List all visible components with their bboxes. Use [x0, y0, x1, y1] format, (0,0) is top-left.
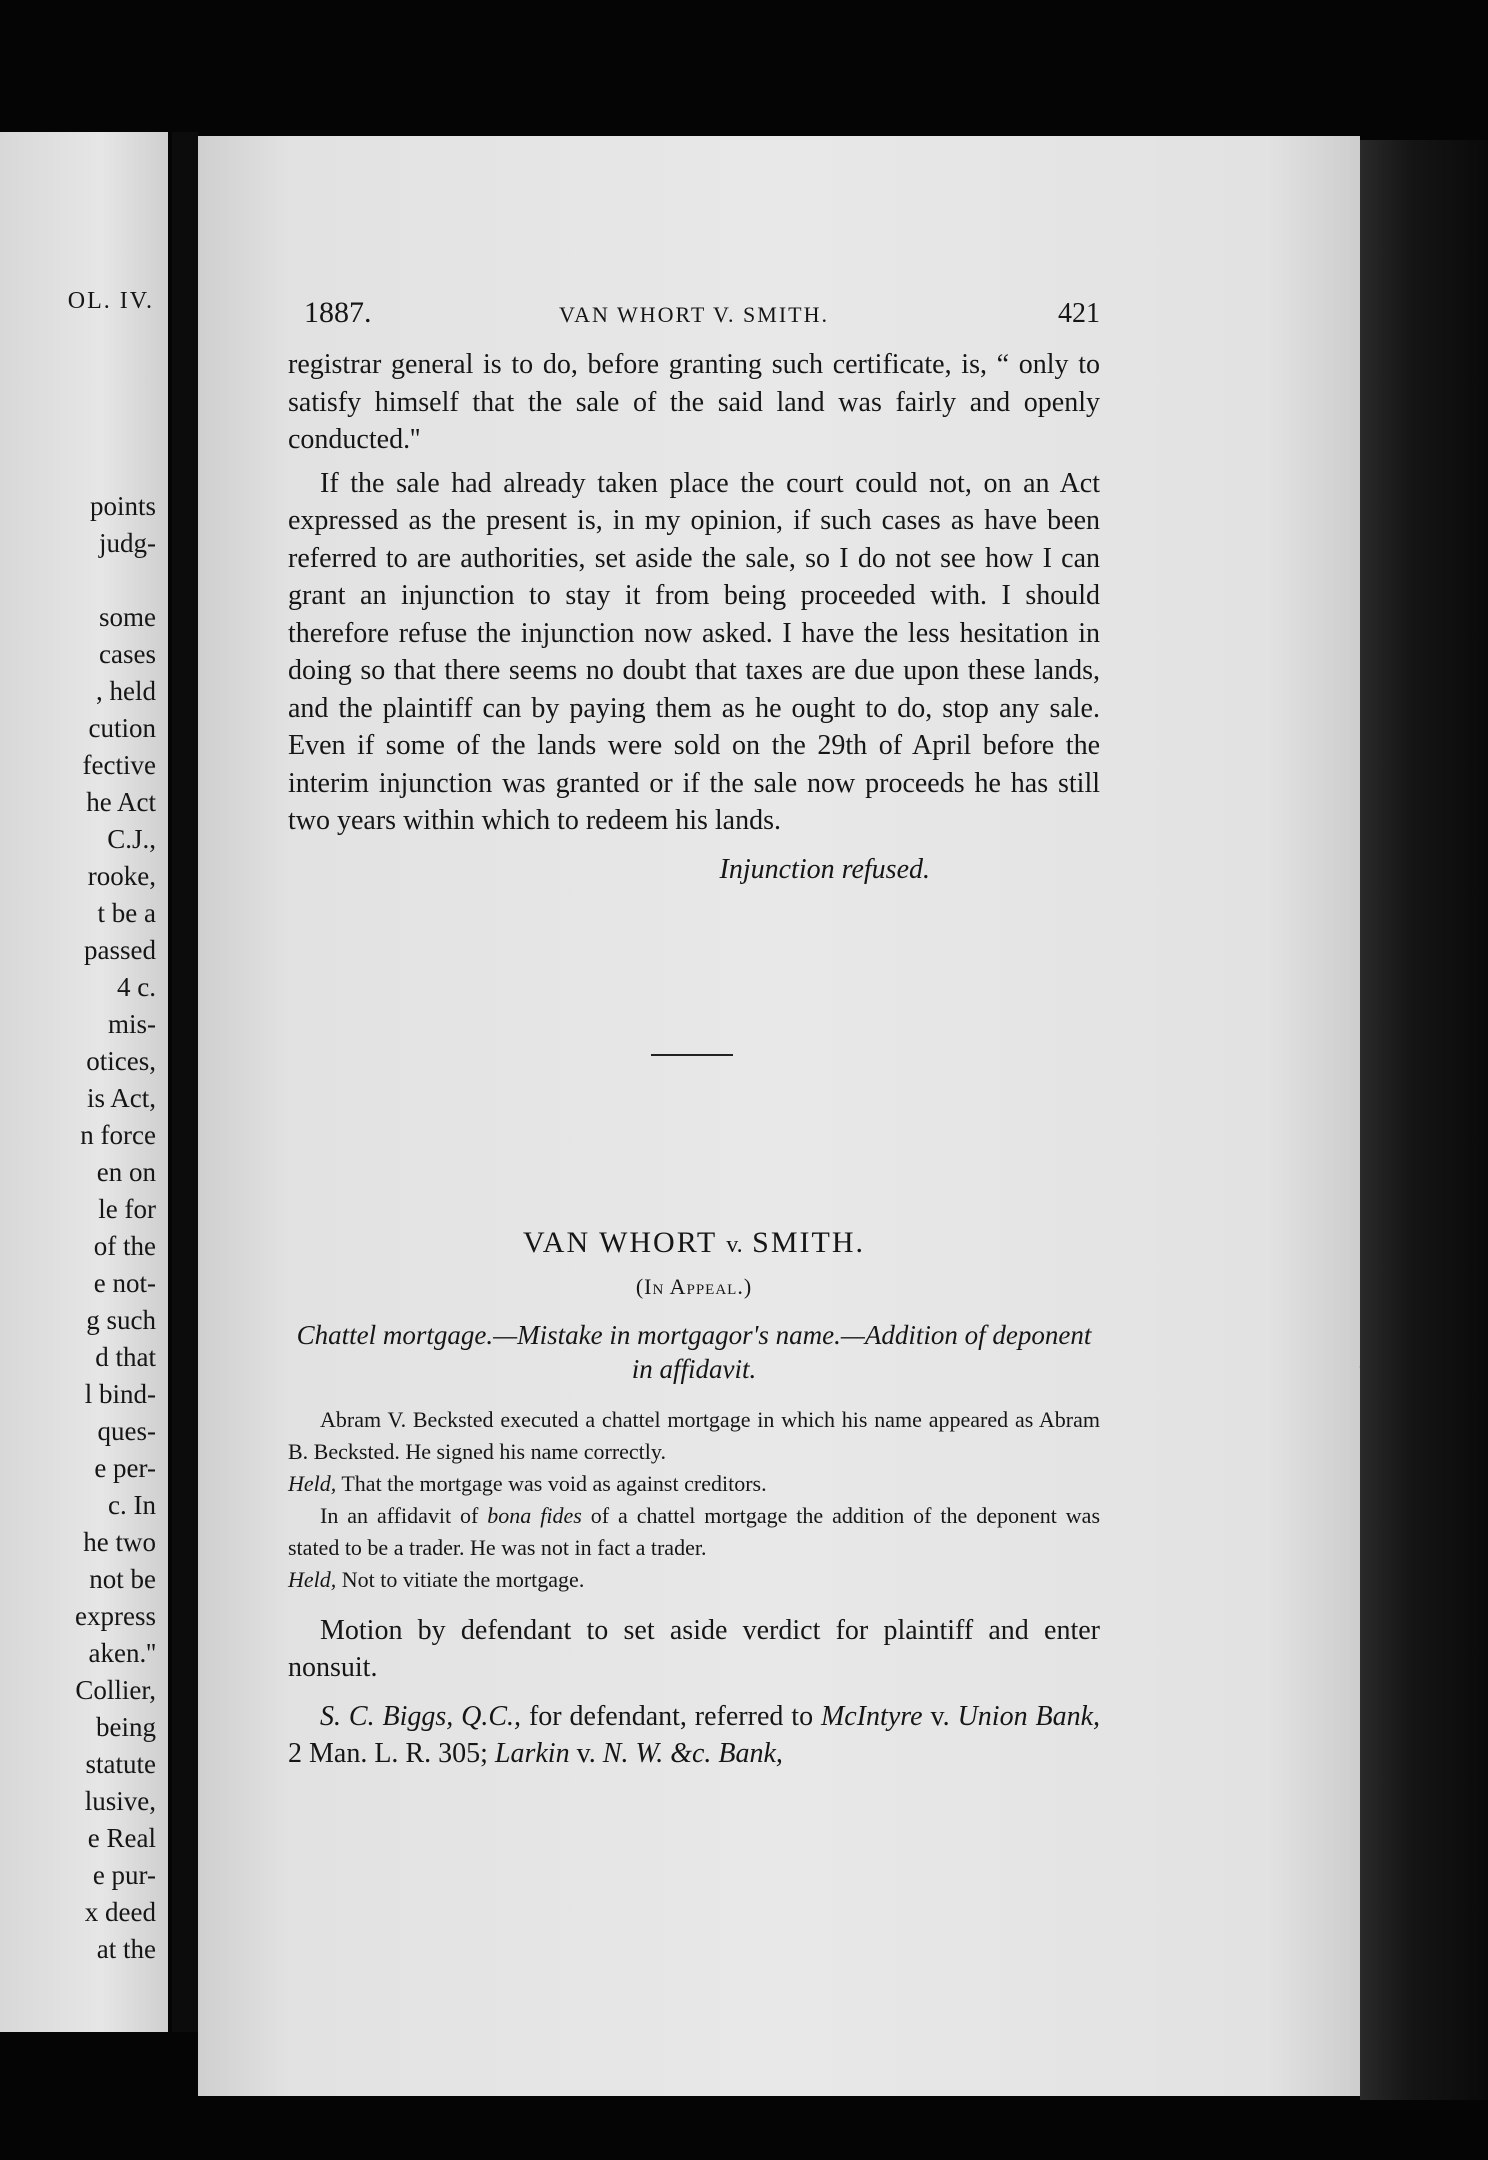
headnote-holding-2 [288, 1564, 1100, 1596]
previous-page-text-lines [75, 488, 156, 1968]
previous-page-line: express [75, 1601, 156, 1631]
catchwords: Chattel mortgage.—Mistake in mortgagor's name.—Addition of deponent in affidavit. [296, 1319, 1092, 1384]
case-versus: v. [726, 1231, 743, 1258]
previous-page-line: , held [96, 676, 156, 706]
previous-page-line: mis- [107, 1009, 156, 1039]
headnote-facts-2-b: of a chattel mortgage the addition of the deponent was stated to be a trader. He was not in fact a trader. [288, 1502, 1101, 1560]
previous-page-line: otices, [86, 1046, 156, 1076]
previous-page-line: d that [95, 1342, 156, 1372]
cited-case-versus: v. [569, 1737, 603, 1769]
previous-page-line: g such [86, 1305, 156, 1335]
cited-case-party: Larkin [494, 1737, 570, 1769]
judgment-paragraph: If the sale had already taken place the court could not, on an Act expressed as the present is, in my opinion, if such cases as have been referred to are authorities, set aside the sale, so I do not see how I can grant an injunction to stay it from being proceeded with. I should therefore refuse the injunction now asked. I have the less hesitation in doing so that there seems no doubt that taxes are due upon these lands, and the plaintiff can by paying them as he ought to do, stop any sale. Even if some of the lands were sold on the 29th of April before the interim injunction was granted or if the sale now proceeds he has still two years within which to redeem his lands. [288, 467, 1100, 836]
previous-page-header: OL. IV. [67, 288, 154, 314]
headnote-facts-2-a: In an affidavit of [320, 1502, 488, 1528]
previous-page-line: statute [85, 1749, 156, 1779]
previous-page-line: of the [93, 1231, 156, 1261]
motion-paragraph: Motion by defendant to set aside verdict for plaintiff and enter nonsuit. [288, 1614, 1100, 1683]
previous-page-line: c. In [108, 1490, 156, 1520]
previous-page-line: e Real [87, 1823, 156, 1853]
previous-page-line: 4 c. [117, 972, 156, 1002]
previous-page-line: t be a [97, 898, 156, 928]
cited-case-party: McIntyre [820, 1700, 923, 1732]
previous-page-line: rooke, [87, 861, 156, 891]
previous-page-line: l bind- [84, 1379, 156, 1409]
opening-paragraph: registrar general is to do, before granting such certificate, is, “ only to satisfy himself that the sale of the said land was fairly and openly conducted.'' [288, 349, 1100, 455]
previous-page-line: le for [98, 1194, 156, 1224]
previous-page-line: aken.'' [88, 1638, 156, 1668]
page-421 [198, 136, 1360, 2096]
case-title [288, 1226, 1100, 1260]
previous-page-line: ques- [97, 1416, 156, 1446]
headnote [288, 1404, 1100, 1596]
section-divider [651, 1054, 733, 1056]
page-content [288, 296, 1100, 1772]
previous-page-line: C.J., [107, 824, 156, 854]
previous-page-line: is Act, [86, 1083, 156, 1113]
previous-page-line: cution [88, 713, 156, 743]
previous-page-line: passed [84, 935, 156, 965]
previous-page-line: e per- [94, 1453, 156, 1483]
headnote-facts-2-italic: bona fides [487, 1502, 582, 1528]
previous-page-line: being [96, 1712, 156, 1742]
previous-page-strip [0, 132, 168, 2032]
headnote-holding-1 [288, 1468, 1100, 1500]
cited-case-party: N. W. &c. Bank, [602, 1737, 783, 1769]
page-number: 421 [1058, 298, 1100, 329]
running-head-title: VAN WHORT V. SMITH. [559, 302, 829, 327]
case-party-defendant: SMITH. [752, 1225, 866, 1259]
previous-page-line: at the [96, 1934, 156, 1964]
counsel-text: for defendant, referred to [521, 1700, 821, 1732]
case-party-plaintiff: VAN WHORT [522, 1225, 717, 1259]
held-label: Held, [288, 1566, 337, 1592]
previous-page-line: n force [80, 1120, 156, 1150]
counsel-paragraph [288, 1698, 1100, 1772]
previous-page-line: x deed [84, 1897, 156, 1927]
previous-page-line: not be [89, 1564, 156, 1594]
previous-page-line: e pur- [92, 1860, 156, 1890]
previous-page-line: en on [96, 1157, 156, 1187]
previous-page-line: fective [82, 750, 156, 780]
case-result: Injunction refused. [719, 853, 930, 885]
held-text: Not to vitiate the mortgage. [336, 1566, 585, 1592]
book-gutter [172, 132, 198, 2032]
previous-page-line [75, 562, 156, 599]
court-designation: (In Appeal.) [635, 1273, 753, 1299]
previous-page-line: lusive, [84, 1786, 156, 1816]
running-head-year: 1887. [304, 296, 372, 329]
previous-page-line: cases [99, 639, 156, 669]
headnote-facts-1: Abram V. Becksted executed a chattel mortgage in which his name appeared as Abram B. Becksted. He signed his name correctly. [288, 1406, 1100, 1464]
headnote-facts-2 [288, 1500, 1100, 1564]
previous-page-line: points [89, 491, 156, 521]
page-edge-shadow [1360, 140, 1488, 2100]
running-head [288, 296, 1100, 336]
previous-page-line: Collier, [75, 1675, 156, 1705]
held-label: Held, [288, 1470, 337, 1496]
previous-page-line: some [99, 602, 156, 632]
citation: 2 Man. L. R. 305; [288, 1737, 495, 1769]
cited-case-versus: v. [922, 1700, 958, 1732]
previous-page-line: he Act [86, 787, 156, 817]
counsel-name: S. C. Biggs, Q.C., [320, 1700, 522, 1732]
previous-page-line: judg- [99, 528, 156, 558]
held-text: That the mortgage was void as against creditors. [336, 1470, 767, 1496]
previous-page-line: e not- [93, 1268, 156, 1298]
previous-page-line: he two [83, 1527, 156, 1557]
cited-case-party: Union Bank, [957, 1700, 1100, 1732]
